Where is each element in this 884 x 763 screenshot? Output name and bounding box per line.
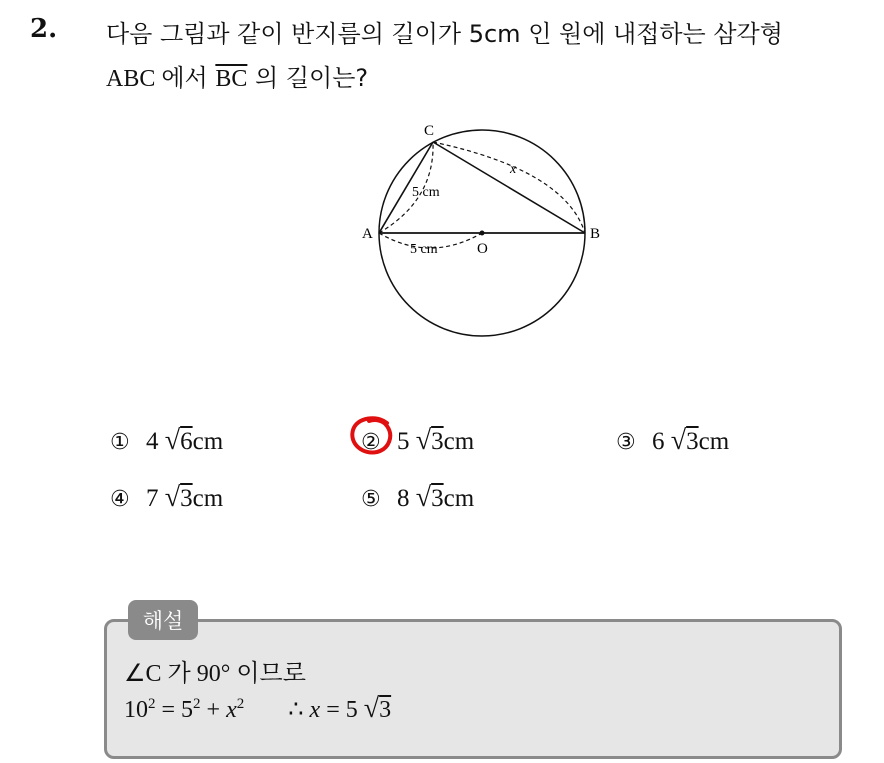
explanation-box bbox=[104, 619, 842, 759]
ans-radicand: 3 bbox=[379, 697, 392, 723]
side-cb bbox=[433, 142, 585, 233]
choice-5[interactable] bbox=[361, 482, 474, 514]
question-text-line2 bbox=[106, 58, 368, 93]
ans-coef: 5 bbox=[345, 697, 358, 723]
eq-equals: = bbox=[161, 697, 176, 723]
choice-3-coef: 6 bbox=[651, 428, 665, 455]
therefore-symbol: ∴ bbox=[288, 697, 304, 723]
angle-c: ∠C bbox=[124, 661, 162, 687]
choice-4-coef: 7 bbox=[145, 485, 159, 512]
sqrt-icon: √ bbox=[363, 693, 380, 724]
segment-bc: $\overline{BC}$ bbox=[215, 66, 248, 92]
choice-1-coef: 4 bbox=[145, 428, 159, 455]
choice-3[interactable] bbox=[616, 425, 729, 457]
choice-4-unit: cm bbox=[192, 485, 224, 512]
choice-3-radicand: 3 bbox=[686, 428, 699, 455]
choice-4-mark: ④ bbox=[110, 487, 130, 512]
angle-degree: 90° bbox=[196, 661, 231, 687]
eq-exp-1: 2 bbox=[148, 696, 156, 712]
label-c: C bbox=[424, 123, 435, 139]
eq-exp-3: 2 bbox=[236, 696, 245, 712]
choice-1-unit: cm bbox=[192, 428, 224, 455]
question-number: 2. bbox=[30, 14, 58, 44]
choice-5-coef: 8 bbox=[396, 485, 410, 512]
eq-var-x: x bbox=[226, 697, 237, 723]
explanation-particle: 가 bbox=[167, 659, 191, 687]
eq-base-10: 10 bbox=[124, 697, 148, 723]
choice-1[interactable] bbox=[110, 425, 223, 457]
eq-exp-2: 2 bbox=[193, 696, 201, 712]
label-a: A bbox=[362, 226, 373, 242]
label-ac-length: 5 cm bbox=[412, 185, 440, 200]
question-line2-suffix: 의 길이는? bbox=[255, 64, 369, 92]
sqrt-icon: √ bbox=[670, 425, 687, 456]
inscribed-triangle-figure bbox=[340, 115, 630, 345]
choice-4-radicand: 3 bbox=[180, 485, 193, 512]
choice-2-mark: ② bbox=[361, 430, 381, 455]
explanation-conclusion: 이므로 bbox=[236, 659, 306, 687]
ans-var-x: x bbox=[309, 697, 321, 723]
choice-5-radicand: 3 bbox=[431, 485, 444, 512]
choice-2[interactable] bbox=[361, 425, 474, 457]
choice-1-radicand: 6 bbox=[180, 428, 193, 455]
label-x: x bbox=[510, 162, 517, 177]
choice-1-mark: ① bbox=[110, 430, 130, 455]
sqrt-icon: √ bbox=[415, 482, 432, 513]
sqrt-icon: √ bbox=[415, 425, 432, 456]
question-line2-prefix: ABC 에서 bbox=[106, 66, 208, 92]
label-o: O bbox=[477, 241, 488, 257]
sqrt-icon: √ bbox=[164, 425, 181, 456]
question-text-line1: 다음 그림과 같이 반지름의 길이가 5cm 인 원에 내접하는 삼각형 bbox=[106, 20, 783, 48]
eq-base-5: 5 bbox=[181, 697, 194, 723]
choice-3-unit: cm bbox=[698, 428, 730, 455]
label-b: B bbox=[590, 226, 601, 242]
explanation-line2 bbox=[124, 693, 391, 725]
explanation-line1 bbox=[124, 653, 306, 688]
choice-5-mark: ⑤ bbox=[361, 487, 381, 512]
choice-2-radicand: 3 bbox=[431, 428, 444, 455]
explanation-tab: 해설 bbox=[128, 600, 198, 640]
sqrt-icon: √ bbox=[164, 482, 181, 513]
label-ao-length: 5 cm bbox=[410, 242, 438, 257]
choice-2-coef: 5 bbox=[396, 428, 410, 455]
choice-2-unit: cm bbox=[443, 428, 475, 455]
choice-4[interactable] bbox=[110, 482, 223, 514]
ans-equals: = bbox=[326, 697, 340, 723]
eq-plus: + bbox=[206, 697, 221, 723]
choice-5-unit: cm bbox=[443, 485, 475, 512]
choice-3-mark: ③ bbox=[616, 430, 636, 455]
center-point bbox=[480, 231, 485, 236]
